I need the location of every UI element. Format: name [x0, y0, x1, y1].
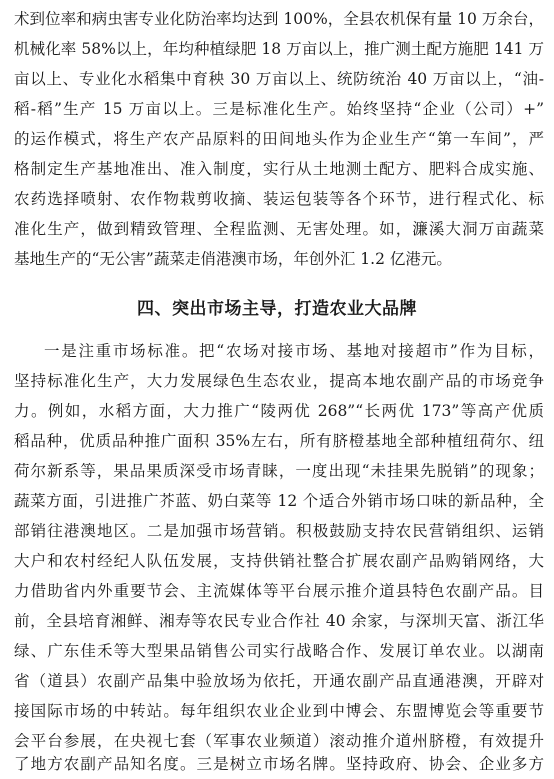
paragraph-line: 接国际市场的中转站。每年组织农业企业到中博会、东盟博览会等重要节: [14, 702, 544, 720]
paragraph-line: 一是注重市场标准。把“农场对接市场、基地对接超市”作为目标，: [44, 342, 544, 360]
paragraph-line: 坚持标准化生产，大力发展绿色生态农业，提高本地农副产品的市场竞争: [14, 372, 544, 390]
paragraph-line: 稻-稻”生产 15 万亩以上。三是标准化生产。始终坚持“企业（公司）+”: [14, 100, 544, 118]
paragraph-line: 基地生产的“无公害”蔬菜走俏港澳市场，年创外汇 1.2 亿港元。: [14, 250, 452, 268]
section-heading: 四、突出市场主导，打造农业大品牌: [137, 299, 417, 319]
paragraph-line: 会平台参展，在央视七套（军事农业频道）滚动推介道州脐橙，有效提升: [14, 732, 544, 750]
paragraph-line: 的运作模式，将生产农产品原料的田间地头作为企业生产“第一车间”，严: [14, 130, 544, 148]
paragraph-line: 亩以上、专业化水稻集中育秧 30 万亩以上、统防统治 40 万亩以上，“油-: [14, 70, 544, 88]
paragraph-line: 省（道县）农副产品集中验放场为依托，开通农副产品直通港澳，开辟对: [14, 672, 544, 690]
paragraph-line: 准化生产，做到精致管理、全程监测、无害处理。如，濂溪大洞万亩蔬菜: [14, 220, 544, 238]
paragraph-line: 荷尔新系等，果品果质深受市场青睐，一度出现“未挂果先脱销”的现象；: [14, 462, 544, 480]
paragraph-line: 格制定生产基地准出、准入制度，实行从土地测土配方、肥料合成实施、: [14, 160, 544, 178]
paragraph-line: 了地方农副产品知名度。三是树立市场名牌。坚持政府、协会、企业多方: [14, 755, 544, 773]
paragraph-line: 绿、广东佳禾等大型果品销售公司实行战略合作、发展订单农业。以湖南: [14, 642, 544, 660]
paragraph-line: 前，全县培育湘鲜、湘寿等农民专业合作社 40 余家，与深圳天富、浙江华: [14, 612, 544, 630]
paragraph-line: 稻品种，优质品种推广面积 35%左右，所有脐橙基地全部种植纽荷尔、纽: [14, 432, 544, 450]
paragraph-line: 力借助省内外重要节会、主流媒体等平台展示推介道县特色农副产品。目: [14, 582, 544, 600]
paragraph-line: 农药选择喷射、农作物栽剪收摘、装运包装等各个环节，进行程式化、标: [14, 190, 544, 208]
paragraph-line: 大户和农村经纪人队伍发展，支持供销社整合扩展农副产品购销网络，大: [14, 552, 544, 570]
paragraph-line: 机械化率 58%以上，年均种植绿肥 18 万亩以上，推广测土配方施肥 141 万: [14, 40, 544, 58]
paragraph-line: 力。例如，水稻方面，大力推广“陵两优 268”“长两优 173”等高产优质: [14, 402, 544, 420]
paragraph-line: 部销往港澳地区。二是加强市场营销。积极鼓励支持农民营销组织、运销: [14, 522, 544, 540]
paragraph-line: 术到位率和病虫害专业化防治率均达到 100%，全县农机保有量 10 万余台，: [14, 10, 544, 28]
paragraph-line: 蔬菜方面，引进推广芥蓝、奶白菜等 12 个适合外销市场口味的新品种，全: [14, 492, 544, 510]
